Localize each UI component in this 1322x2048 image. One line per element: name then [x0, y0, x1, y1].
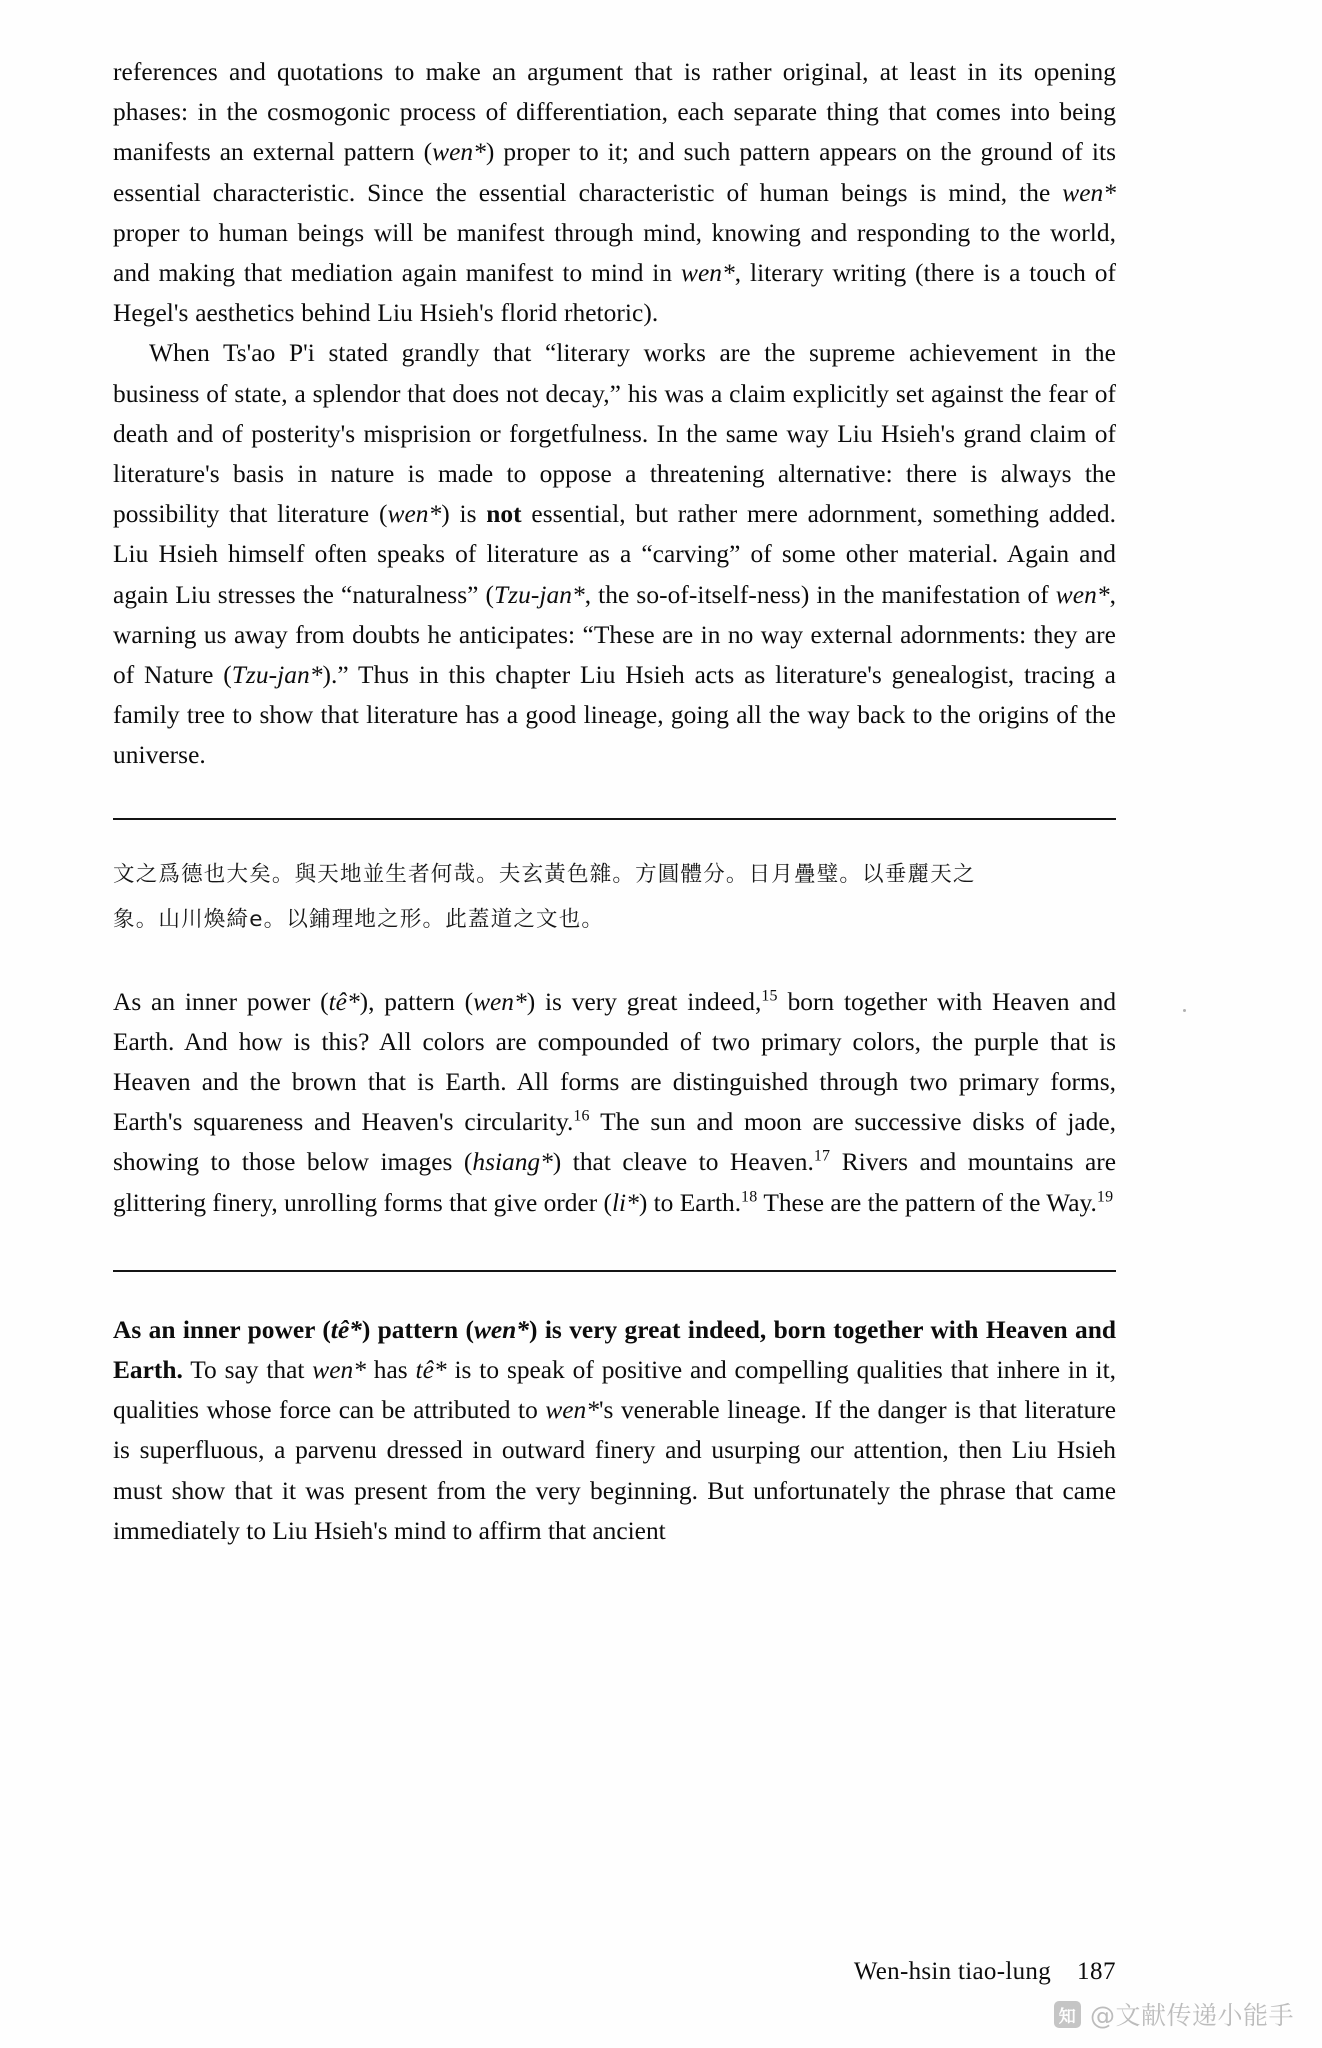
- term-wen-4: wen*: [387, 500, 442, 529]
- commentary-segment-1: To say that: [182, 1356, 313, 1385]
- divider-above-commentary: [113, 1270, 1116, 1272]
- term-wen-6: wen*: [473, 987, 527, 1016]
- translation-segment-4: born together with Heaven and Earth. And how is this? All colors are compounded of two primary colors, the purple that is Heaven and the brown that is Earth. All forms are distinguished through two primary forms, Earth's squareness and Heaven's circularity.: [113, 987, 1117, 1137]
- translation-segment-5: The sun and moon are successive disks of jade, showing to those below images (: [113, 1108, 1116, 1177]
- term-wen-7: wen*: [473, 1315, 529, 1344]
- watermark-text: @文献传递小能手: [1089, 2001, 1294, 2030]
- chinese-line-1: 文之爲德也大矣。與天地並生者何哉。夫玄黃色雜。方圓體分。日月疊璧。以垂麗天之: [113, 861, 976, 887]
- term-tzu-jan-1: Tzu-jan*: [494, 580, 585, 609]
- commentary-segment-3: is to speak of positive and compelling qualities that inhere in it, qualities whose force can be attributed to: [113, 1356, 1116, 1425]
- translation-segment-1: As an inner power (: [113, 987, 329, 1016]
- term-wen-5: wen*: [1055, 580, 1110, 609]
- translation-segment-2: ), pattern (: [359, 987, 474, 1016]
- footnote-marker-18: 18: [741, 1188, 758, 1206]
- commentary-lead-segment-1: As an inner power (: [113, 1315, 331, 1344]
- paragraph-2-segment-6: ).” Thus in this chapter Liu Hsieh acts as literature's genealogist, tracing a family tree to show that literature has a good lineage, going all the way back to the origins of the universe.: [113, 661, 1116, 770]
- translation-segment-3: ) is very great indeed,: [526, 987, 762, 1016]
- paragraph-1-segment-4: , literary writing (there is a touch of Hegel's aesthetics behind Liu Hsieh's florid rhetoric).: [113, 259, 1116, 328]
- divider-above-quotation: [113, 818, 1116, 820]
- translation-segment-9: These are the pattern of the Way.: [757, 1188, 1097, 1217]
- running-head: Wen-hsin tiao-lung: [853, 1958, 1051, 1985]
- emphasis-not: not: [486, 500, 522, 529]
- term-wen-8: wen*: [312, 1356, 366, 1385]
- paragraph-2-segment-5: , warning us away from doubts he anticipates: “These are in no way external adornments: they are of Nature (: [113, 580, 1116, 690]
- chinese-line-2: 象。山川煥綺e。以鋪理地之形。此蓋道之文也。: [113, 906, 605, 932]
- term-tzu-jan-2: Tzu-jan*: [231, 661, 323, 690]
- paragraph-continuation: [113, 52, 1116, 333]
- horizontal-rule-1: [113, 818, 1116, 820]
- term-te-1: tê*: [328, 987, 360, 1016]
- commentary-paragraph: [113, 1310, 1116, 1551]
- zhihu-logo-icon: 知: [1054, 2001, 1081, 2028]
- term-wen-1: wen*: [432, 138, 486, 167]
- page-content: [113, 52, 1116, 1576]
- page-footer: [113, 1958, 1116, 1986]
- footnote-marker-19: 19: [1096, 1188, 1114, 1206]
- commentary-segment-4: 's venerable lineage. If the danger is that literature is superfluous, a parvenu dressed in outward finery and usurping our attention, then Liu Hsieh must show that it was present from the very beginning. But unfortunately the phrase that came immediately to Liu Hsieh's mind to affirm that ancient: [113, 1396, 1117, 1545]
- translation-segment-7: Rivers and mountains are glittering finery, unrolling forms that give order (: [113, 1148, 1117, 1217]
- translation-segment-6: ) that cleave to Heaven.: [552, 1148, 814, 1177]
- commentary-segment-2: has: [365, 1356, 416, 1385]
- translation-segment-8: ) to Earth.: [638, 1188, 742, 1217]
- paragraph-1-segment-3: proper to human beings will be manifest through mind, knowing and responding to the world, and making that mediation again manifest to mind in: [113, 218, 1116, 288]
- paragraph-1-segment-2: ) proper to it; and such pattern appears on the ground of its essential characteristic. Since the essential characteristic of human beings is mind, the: [113, 138, 1116, 207]
- paragraph-2-segment-4: , the so-of-itself-ness) in the manifestation of: [584, 580, 1056, 609]
- term-te-3: tê*: [415, 1356, 447, 1385]
- commentary-lead-segment-3: ) is very great indeed, born together with Heaven and Earth.: [113, 1315, 1116, 1385]
- horizontal-rule-2: [113, 1270, 1116, 1272]
- term-wen-3: wen*: [680, 259, 735, 288]
- footnote-marker-15: 15: [761, 987, 778, 1005]
- footnote-marker-17: 17: [813, 1148, 831, 1165]
- term-hsiang-1: hsiang*: [472, 1148, 553, 1177]
- page-number: 187: [1077, 1958, 1116, 1985]
- paragraph-2-segment-1: When Ts'ao P'i stated grandly that “literary works are the supreme achievement in the business of state, a splendor that does not decay,” his was a claim explicitly set against the fear of death and of posterity's misprision or forgetfulness. In the same way Liu Hsieh's grand claim of literature's basis in nature is made to oppose a threatening alternative: there is always the possibility that literature (: [113, 339, 1116, 529]
- paragraph-tsao-pi: [113, 333, 1116, 775]
- watermark: [1054, 1996, 1294, 2032]
- term-wen-9: wen*: [545, 1396, 599, 1425]
- term-wen-2: wen*: [1062, 178, 1116, 207]
- term-li-1: li*: [612, 1188, 639, 1217]
- paragraph-2-segment-2: ) is: [441, 500, 487, 529]
- paragraph-2-segment-3: essential, but rather mere adornment, something added. Liu Hsieh himself often speaks of literature as a “carving” of some other material. Again and again Liu stresses the “naturalness” (: [113, 500, 1116, 609]
- chinese-quotation: [113, 852, 1116, 942]
- footnote-marker-16: 16: [573, 1107, 590, 1125]
- term-te-2: tê*: [330, 1315, 362, 1344]
- commentary-lead-segment-2: ) pattern (: [361, 1315, 474, 1344]
- paragraph-1-segment-1: references and quotations to make an argument that is rather original, at least in its opening phases: in the cosmogonic process of differentiation, each separate thing that comes into being manifests an external pattern (: [113, 58, 1116, 167]
- translation-paragraph: [113, 982, 1116, 1223]
- scan-artifact-speckle: [1183, 1009, 1186, 1012]
